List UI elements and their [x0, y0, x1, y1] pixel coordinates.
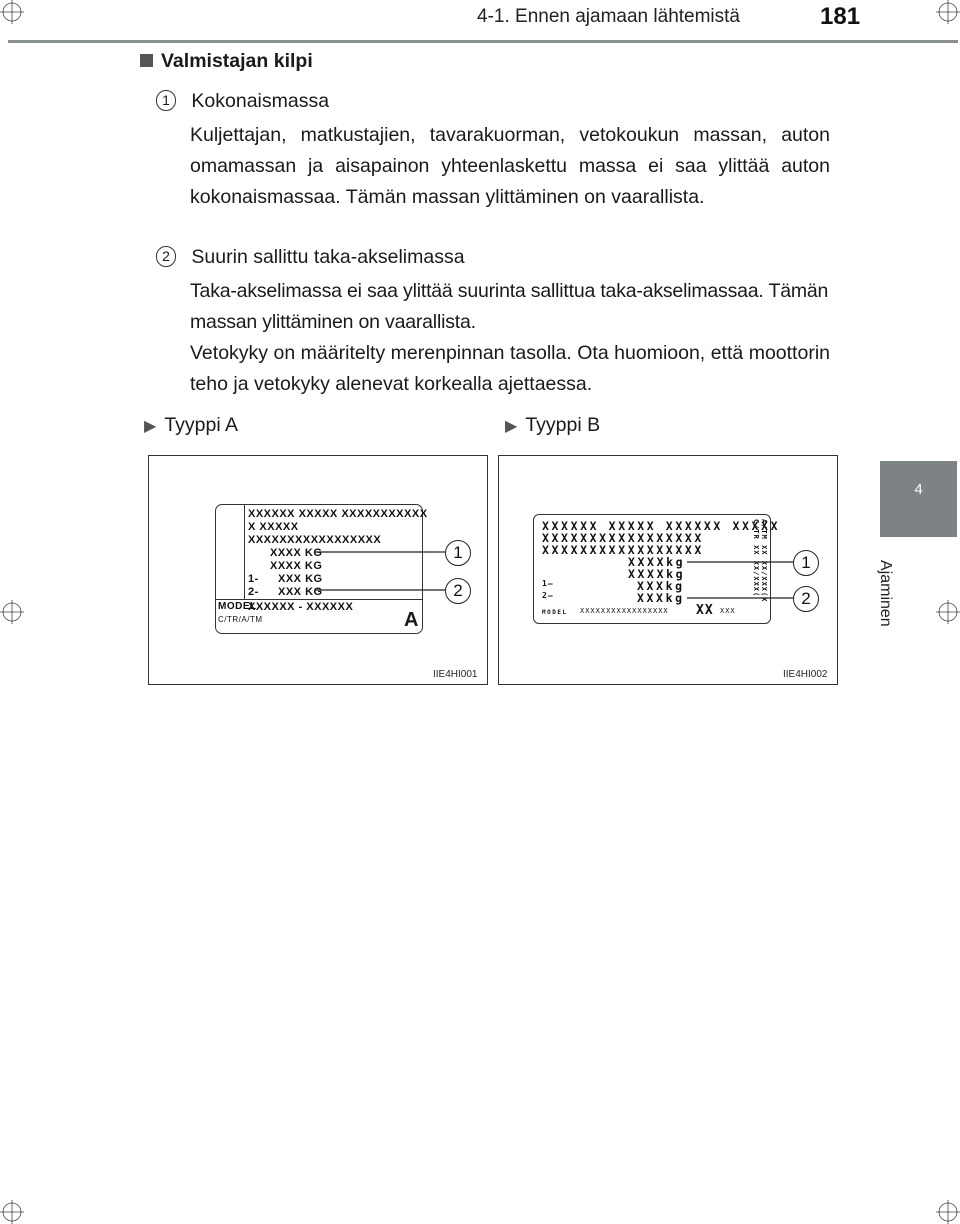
plate-a-row-7: XXX KG — [278, 586, 323, 598]
plate-b-row-5: XXXXkg — [628, 567, 686, 581]
number-badge-1: 1 — [156, 90, 176, 111]
plate-a-prefix-2: 2- — [248, 586, 259, 598]
item-1-paragraph: Kuljettajan, matkustajien, tavarakuorman, vetokoukun massan, auton omamassan ja aisapainon yhteenlaskettu massa ei saa ylittää auton kokonaismassaa. Tämän massan ylittäminen on vaarallista. — [190, 124, 830, 208]
figure-b-label: ▶ Tyyppi B — [505, 414, 601, 436]
figure-a-code: IIE4HI001 — [433, 669, 478, 680]
plate-b-side-code-2: A/TM XX XX/XXX(X — [760, 519, 768, 603]
item-2-paragraph-1: Taka-akselimassa ei saa ylittää suurinta sallittua taka-akselimassaa. Tämän massan ylittäminen on vaarallista. — [190, 280, 829, 333]
figure-b-code: IIE4HI002 — [783, 669, 828, 680]
plate-a-row-1: XXXXXX XXXXX XXXXXXXXXXX — [248, 508, 428, 520]
plate-a-row-3: XXXXXXXXXXXXXXXXX — [248, 534, 382, 546]
triangle-bullet-icon: ▶ — [144, 418, 157, 435]
plate-a-prefix-1: 1- — [248, 573, 259, 585]
plate-b-row-7: XXXkg — [637, 591, 685, 605]
plate-a-row-2: X XXXXX — [248, 521, 299, 533]
plate-b-prefix-1: 1– — [542, 579, 554, 588]
plate-b-row-4: XXXXkg — [628, 555, 686, 569]
plate-b-model-suffix-big: XX — [696, 603, 714, 618]
plate-a-model-label: MODEL — [218, 601, 257, 612]
triangle-bullet-icon: ▶ — [505, 418, 518, 435]
callout-1: 1 — [445, 540, 471, 566]
plate-a-type-letter: A — [404, 609, 419, 631]
section-title: Valmistajan kilpi — [140, 50, 313, 73]
chapter-number: 4 — [914, 481, 923, 498]
plate-b-row-6: XXXkg — [637, 579, 685, 593]
plate-a-transmission: C/TR/A/TM — [218, 615, 263, 624]
plate-b-model-label: MODEL — [542, 609, 568, 616]
plate-a-row-5: XXXX KG — [270, 560, 323, 572]
item-1-heading: 1 Kokonaismassa — [156, 86, 329, 117]
plate-b-model-suffix: XXX — [720, 607, 736, 615]
plate-b-row-2: XXXXXXXXXXXXXXXXX — [542, 531, 704, 545]
number-badge-2: 2 — [156, 246, 176, 267]
plate-b-side-code-1: C/TR XX XX/XXX( — [752, 519, 760, 598]
callout-2: 2 — [793, 586, 819, 612]
plate-a-row-4: XXXX KG — [270, 547, 323, 559]
callout-2: 2 — [445, 578, 471, 604]
plate-b-row-3: XXXXXXXXXXXXXXXXX — [542, 543, 704, 557]
plate-b-row-1: XXXXXX XXXXX XXXXXX XXXXX — [542, 519, 781, 533]
figure-a-label: ▶ Tyyppi A — [144, 414, 239, 436]
plate-b-model-value: XXXXXXXXXXXXXXXXX — [580, 607, 669, 615]
item-2-heading: 2 Suurin sallittu taka-akselimassa — [156, 242, 465, 273]
plate-a-row-6: XXX KG — [278, 573, 323, 585]
page-number: 181 — [820, 3, 861, 30]
header-title: 4-1. Ennen ajamaan lähtemistä — [477, 6, 740, 27]
callout-1: 1 — [793, 550, 819, 576]
chapter-label-text: Ajaminen — [877, 560, 894, 627]
plate-b-prefix-2: 2– — [542, 591, 554, 600]
item-2-paragraph-2: Vetokyky on määritelty merenpinnan tasolla. Ota huomioon, että moottorin teho ja vetokyky alenevat korkealla ajettaessa. — [190, 342, 830, 395]
plate-a-model-value: XXXXXX - XXXXXX — [248, 601, 354, 613]
